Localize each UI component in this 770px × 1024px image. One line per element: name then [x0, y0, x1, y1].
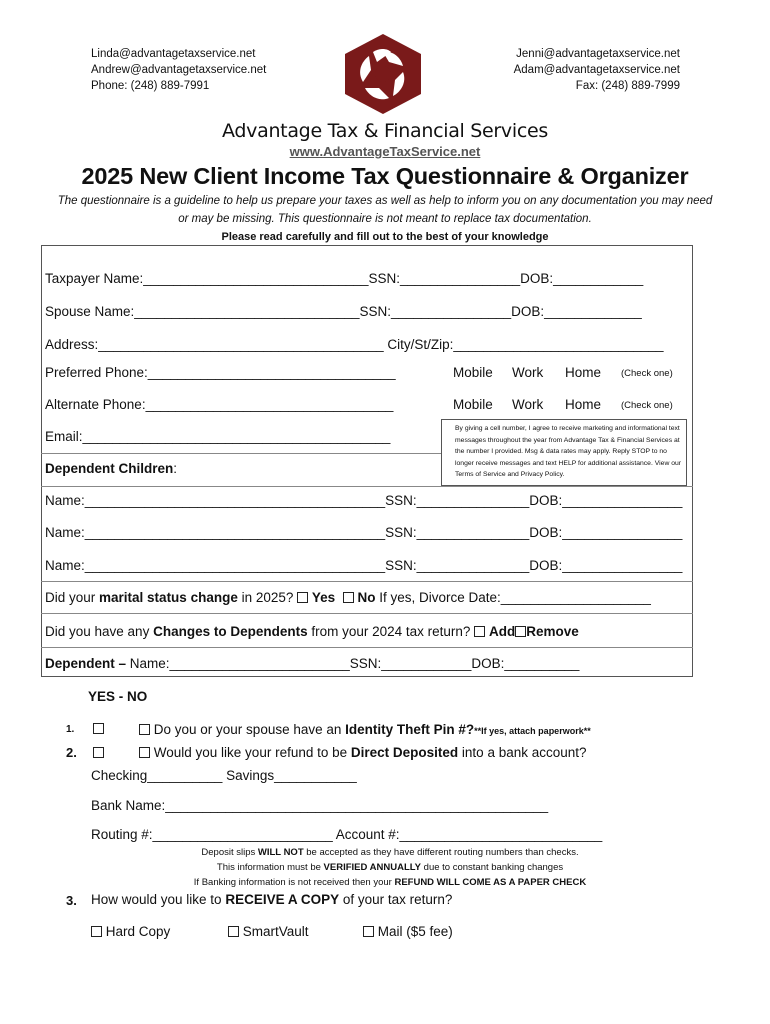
firm-name: Advantage Tax & Financial Services: [222, 120, 548, 142]
q1-text: [139, 721, 591, 740]
q2-no-checkbox[interactable]: [139, 747, 150, 758]
divider-before-marital: [41, 581, 693, 582]
preferred-type-work[interactable]: Work: [512, 365, 544, 380]
marital-bold: marital status change: [99, 590, 238, 605]
alternate-check-one: (Check one): [621, 400, 673, 411]
dependent-row-1[interactable]: Name:________________________________________SSN:_______________DOB:________________: [45, 493, 683, 508]
q2-suffix: into a bank account?: [458, 745, 587, 760]
q2-bold: Direct Deposited: [350, 745, 459, 760]
changes-add-label: Add: [488, 624, 516, 639]
smartvault-checkbox[interactable]: [228, 926, 239, 937]
divider-dependents-top: [41, 486, 693, 487]
q2-prefix: Would you like your refund to be: [153, 745, 351, 760]
routing-account-field[interactable]: Routing #:________________________ Account #:___________________________: [91, 827, 603, 842]
deposit-note-3: [140, 875, 640, 890]
preferred-check-one: (Check one): [621, 368, 673, 379]
contact-fax: Fax: (248) 889-7999: [575, 80, 680, 92]
q1-bold: Identity Theft Pin #?: [345, 722, 475, 737]
dependent-children-heading: [45, 460, 177, 478]
intro-text: The questionnaire is a guideline to help us prepare your taxes as well as help to inform you on any documentation you may need or may be missing. This questionnaire is not meant to replace tax documentation.: [57, 195, 713, 225]
deposit-note-2: [140, 860, 640, 875]
deposit-notes: [140, 845, 640, 890]
sms-consent-text: By giving a cell number, I agree to receive marketing and informational text messages throughout the year from Advantage Tax & Financial Services at the number I provided. Msg & data rates may apply. Reply STOP to no longer receive messages and text HELP for additional assistance. View our Terms of Service and Privacy Policy.: [455, 425, 682, 478]
deposit-note-2b: VERIFIED ANNUALLY: [323, 862, 422, 873]
deposit-note-3b: REFUND WILL COME AS A PAPER CHECK: [394, 877, 587, 888]
q3-suffix: of your tax return?: [339, 892, 453, 907]
q2-number: 2.: [66, 745, 77, 760]
contact-email-jenni[interactable]: Jenni@advantagetaxservice.net: [516, 48, 680, 60]
page-title: 2025 New Client Income Tax Questionnaire & Organizer: [81, 163, 689, 189]
dependent-change-bold: Dependent –: [45, 656, 127, 671]
q3-prefix: How would you like to: [91, 892, 226, 907]
left-contacts: [91, 46, 266, 94]
q3-number: 3.: [66, 893, 77, 908]
deposit-note-3a: If Banking information is not received then your: [193, 877, 395, 888]
right-contacts: [514, 46, 680, 94]
marital-yes-label: Yes: [311, 590, 336, 605]
alternate-type-work[interactable]: Work: [512, 397, 544, 412]
deposit-note-1: [140, 845, 640, 860]
dependent-change-row[interactable]: [45, 655, 579, 673]
mail-checkbox[interactable]: [363, 926, 374, 937]
email-field[interactable]: Email:_________________________________________: [45, 429, 391, 444]
yes-no-label: YES - NO: [88, 689, 148, 704]
q1-number: 1.: [66, 724, 75, 735]
smartvault-label: SmartVault: [242, 924, 309, 939]
contact-email-adam[interactable]: Adam@advantagetaxservice.net: [513, 64, 680, 76]
spouse-field[interactable]: Spouse Name:______________________________SSN:________________DOB:_____________: [45, 304, 642, 319]
changes-remove-label: Remove: [526, 624, 579, 639]
alternate-type-mobile[interactable]: Mobile: [453, 397, 493, 412]
marital-suffix[interactable]: If yes, Divorce Date:____________________: [375, 590, 651, 605]
advantage-logo-icon: [341, 32, 425, 116]
changes-bold: Changes to Dependents: [153, 624, 308, 639]
taxpayer-field[interactable]: Taxpayer Name:______________________________SSN:________________DOB:____________: [45, 271, 644, 286]
copy-option-hard-copy[interactable]: [91, 923, 170, 941]
deposit-note-1a: Deposit slips: [201, 847, 258, 858]
q1-no-checkbox[interactable]: [139, 724, 150, 735]
contact-email-andrew[interactable]: Andrew@advantagetaxservice.net: [91, 64, 267, 76]
preferred-phone-field[interactable]: Preferred Phone:_________________________________: [45, 365, 396, 380]
q2-text: [139, 744, 587, 762]
deposit-note-1b: WILL NOT: [257, 847, 304, 858]
deposit-note-2a: This information must be: [216, 862, 324, 873]
deposit-note-1c: be accepted as they have different routing numbers than checks.: [303, 847, 579, 858]
marital-middle: in 2025?: [237, 590, 298, 605]
dependent-children-label: Dependent Children: [45, 461, 174, 476]
website-link[interactable]: www.AdvantageTaxService.net: [289, 144, 481, 159]
copy-option-mail[interactable]: [363, 923, 453, 941]
changes-middle: from your 2024 tax return?: [307, 624, 475, 639]
divider-before-changes: [41, 613, 693, 614]
marital-status-question: [45, 589, 651, 607]
dependent-changes-question: [45, 623, 579, 641]
alternate-type-home[interactable]: Home: [565, 397, 602, 412]
marital-prefix: Did your: [45, 590, 100, 605]
alternate-phone-field[interactable]: Alternate Phone:_________________________________: [45, 397, 394, 412]
hard-copy-checkbox[interactable]: [91, 926, 102, 937]
divider-before-dependent: [41, 647, 693, 648]
divider-after-address: [41, 453, 441, 454]
changes-remove-checkbox[interactable]: [515, 626, 526, 637]
marital-yes-checkbox[interactable]: [297, 592, 308, 603]
contact-email-linda[interactable]: Linda@advantagetaxservice.net: [91, 48, 256, 60]
dependent-row-2[interactable]: Name:________________________________________SSN:_______________DOB:________________: [45, 525, 683, 540]
deposit-note-2c: due to constant banking changes: [421, 862, 564, 873]
dependent-row-3[interactable]: Name:________________________________________SSN:_______________DOB:________________: [45, 558, 683, 573]
address-field[interactable]: Address:______________________________________ City/St/Zip:____________________________: [45, 337, 664, 352]
preferred-type-mobile[interactable]: Mobile: [453, 365, 493, 380]
marital-no-label: No: [357, 590, 376, 605]
hard-copy-label: Hard Copy: [105, 924, 171, 939]
changes-add-checkbox[interactable]: [474, 626, 485, 637]
marital-no-checkbox[interactable]: [343, 592, 354, 603]
checking-savings-field[interactable]: Checking__________ Savings___________: [91, 768, 357, 783]
q3-bold: RECEIVE A COPY: [225, 892, 340, 907]
copy-option-smartvault[interactable]: [228, 923, 309, 941]
contact-phone: Phone: (248) 889-7991: [91, 80, 210, 92]
preferred-type-home[interactable]: Home: [565, 365, 602, 380]
mail-label: Mail ($5 fee): [377, 924, 453, 939]
bank-name-field[interactable]: Bank Name:___________________________________________________: [91, 798, 549, 813]
dependent-change-fields[interactable]: Name:________________________SSN:____________DOB:__________: [126, 656, 580, 671]
yes-no-header: [88, 688, 147, 706]
changes-prefix: Did you have any: [45, 624, 154, 639]
q1-prefix: Do you or your spouse have an: [153, 722, 346, 737]
q1-yes-checkbox[interactable]: [93, 723, 104, 734]
dependent-colon: :: [173, 461, 178, 476]
q1-note: **If yes, attach paperwork**: [474, 726, 591, 736]
q3-text: [91, 891, 452, 909]
q2-yes-checkbox[interactable]: [93, 747, 104, 758]
read-instruction: Please read carefully and fill out to the best of your knowledge: [221, 231, 549, 243]
